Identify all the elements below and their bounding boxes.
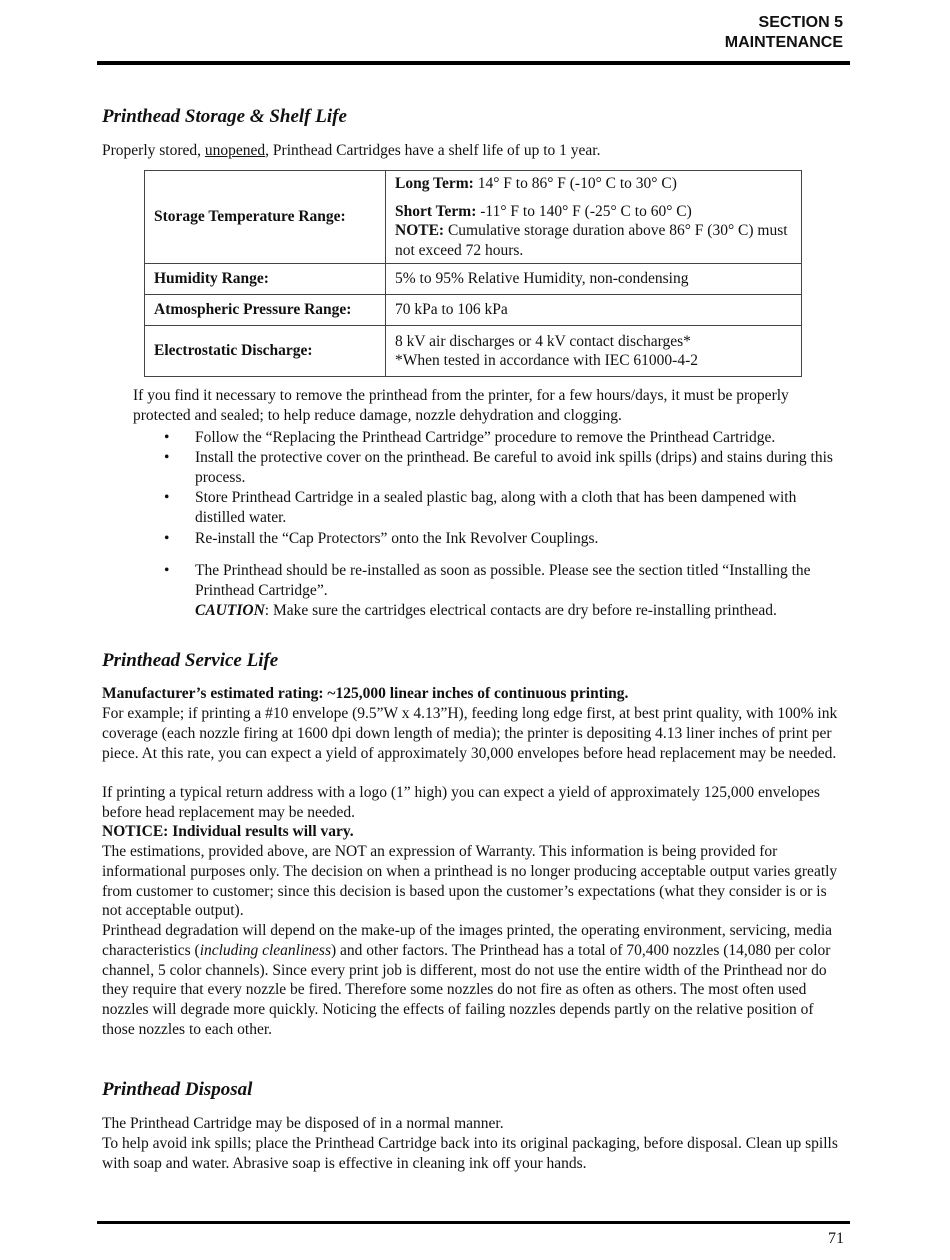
humidity-value: 5% to 95% Relative Humidity, non-condensing bbox=[386, 264, 802, 295]
service-degradation: Printhead degradation will depend on the make-up of the images printed, the operating environment, servicing, media characteristics (including cleanliness) and other factors. The Printhead has a total of 70,400 nozzles (14,080 per color channel, 5 color channels). Since every print job is different, most do not use the entire width of the Printhead nor do they require that every nozzle be fired. Therefore some nozzles do not fire as often as others. The most often used nozzles will degrade more quickly. Noticing the effects of failing nozzles depends partly on the relative position of those nozzles to each other. bbox=[102, 922, 833, 1038]
service-rating: Manufacturer’s estimated rating: ~125,000 linear inches of continuous printing. bbox=[102, 685, 629, 702]
list-item: • Install the protective cover on the printhead. Be careful to avoid ink spills (drips) and stains during this process. bbox=[164, 449, 833, 486]
disposal-heading: Printhead Disposal bbox=[102, 1079, 253, 1100]
unopened-text: unopened bbox=[204, 142, 266, 159]
storage-intro: Properly stored, unopened, Printhead Cartridges have a shelf life of up to 1 year. bbox=[102, 142, 601, 159]
pressure-label: Atmospheric Pressure Range: bbox=[145, 295, 386, 326]
disposal-line-1: The Printhead Cartridge may be disposed of in a normal manner. bbox=[102, 1115, 504, 1132]
storage-spec-table bbox=[144, 170, 802, 377]
section-title: MAINTENANCE bbox=[724, 34, 843, 51]
esd-label: Electrostatic Discharge: bbox=[145, 326, 386, 377]
pressure-value: 70 kPa to 106 kPa bbox=[386, 295, 802, 326]
storage-heading: Printhead Storage & Shelf Life bbox=[102, 106, 347, 127]
service-notice: NOTICE: Individual results will vary. bbox=[102, 823, 354, 840]
esd-value: 8 kV air discharges or 4 kV contact discharges* *When tested in accordance with IEC 61000-4-2 bbox=[386, 326, 802, 377]
service-return-address: If printing a typical return address with a logo (1” high) you can expect a yield of approximately 125,000 envelopes before head replacement may be needed. bbox=[102, 784, 820, 821]
temp-value: Long Term: 14° F to 86° F (-10° C to 30° C) Short Term: -11° F to 140° F (-25° C to 60° C) NOTE: Cumulative storage duration above 86° F (30° C) must not exceed 72 hours. bbox=[386, 171, 802, 264]
header-rule bbox=[97, 61, 850, 65]
service-estimation: The estimations, provided above, are NOT an expression of Warranty. This information is being provided for informational purposes only. The decision on when a printhead is no longer producing acceptable output varies greatly from customer to customer; since this decision is based upon the customer’s expectations (what they consider is or is not acceptable output). bbox=[102, 843, 838, 920]
caution-note: CAUTION: Make sure the cartridges electrical contacts are dry before re-installing printhead. bbox=[195, 601, 777, 619]
table-row bbox=[145, 295, 802, 326]
list-item: • The Printhead should be re-installed as soon as possible. Please see the section titled “Installing the Printhead Cartridge”. CAUTION: Make sure the cartridges electrical contacts are dry before re-installing printhead. bbox=[164, 561, 854, 620]
section-number: SECTION 5 bbox=[758, 14, 843, 31]
list-item: • Store Printhead Cartridge in a sealed plastic bag, along with a cloth that has been dampened with distilled water. bbox=[164, 489, 797, 526]
table-row bbox=[145, 171, 802, 264]
list-item: • Re-install the “Cap Protectors” onto the Ink Revolver Couplings. bbox=[164, 530, 599, 547]
humidity-label: Humidity Range: bbox=[145, 264, 386, 295]
page-number: 71 bbox=[828, 1230, 844, 1247]
footer-rule bbox=[97, 1221, 850, 1224]
temp-label: Storage Temperature Range: bbox=[145, 171, 386, 264]
disposal-line-2: To help avoid ink spills; place the Printhead Cartridge back into its original packaging, before disposal. Clean up spills with soap and water. Abrasive soap is effective in cleaning ink off your hands. bbox=[102, 1135, 838, 1172]
removal-intro: If you find it necessary to remove the printhead from the printer, for a few hours/days, it must be properly protected and sealed; to help reduce damage, nozzle dehydration and clogging. bbox=[133, 387, 789, 424]
service-heading: Printhead Service Life bbox=[102, 650, 279, 671]
table-row bbox=[145, 264, 802, 295]
section-header bbox=[725, 13, 843, 53]
service-example: For example; if printing a #10 envelope (9.5”W x 4.13”H), feeding long edge first, at best print quality, with 100% ink coverage (each nozzle firing at 1600 dpi down length of media); the printer is depositing 4.13 liner inches of print per piece. At this rate, you can expect a yield of approximately 30,000 envelopes before head replacement may be needed. bbox=[102, 705, 838, 762]
table-row bbox=[145, 326, 802, 377]
list-item: • Follow the “Replacing the Printhead Cartridge” procedure to remove the Printhead Cartridge. bbox=[164, 429, 776, 446]
